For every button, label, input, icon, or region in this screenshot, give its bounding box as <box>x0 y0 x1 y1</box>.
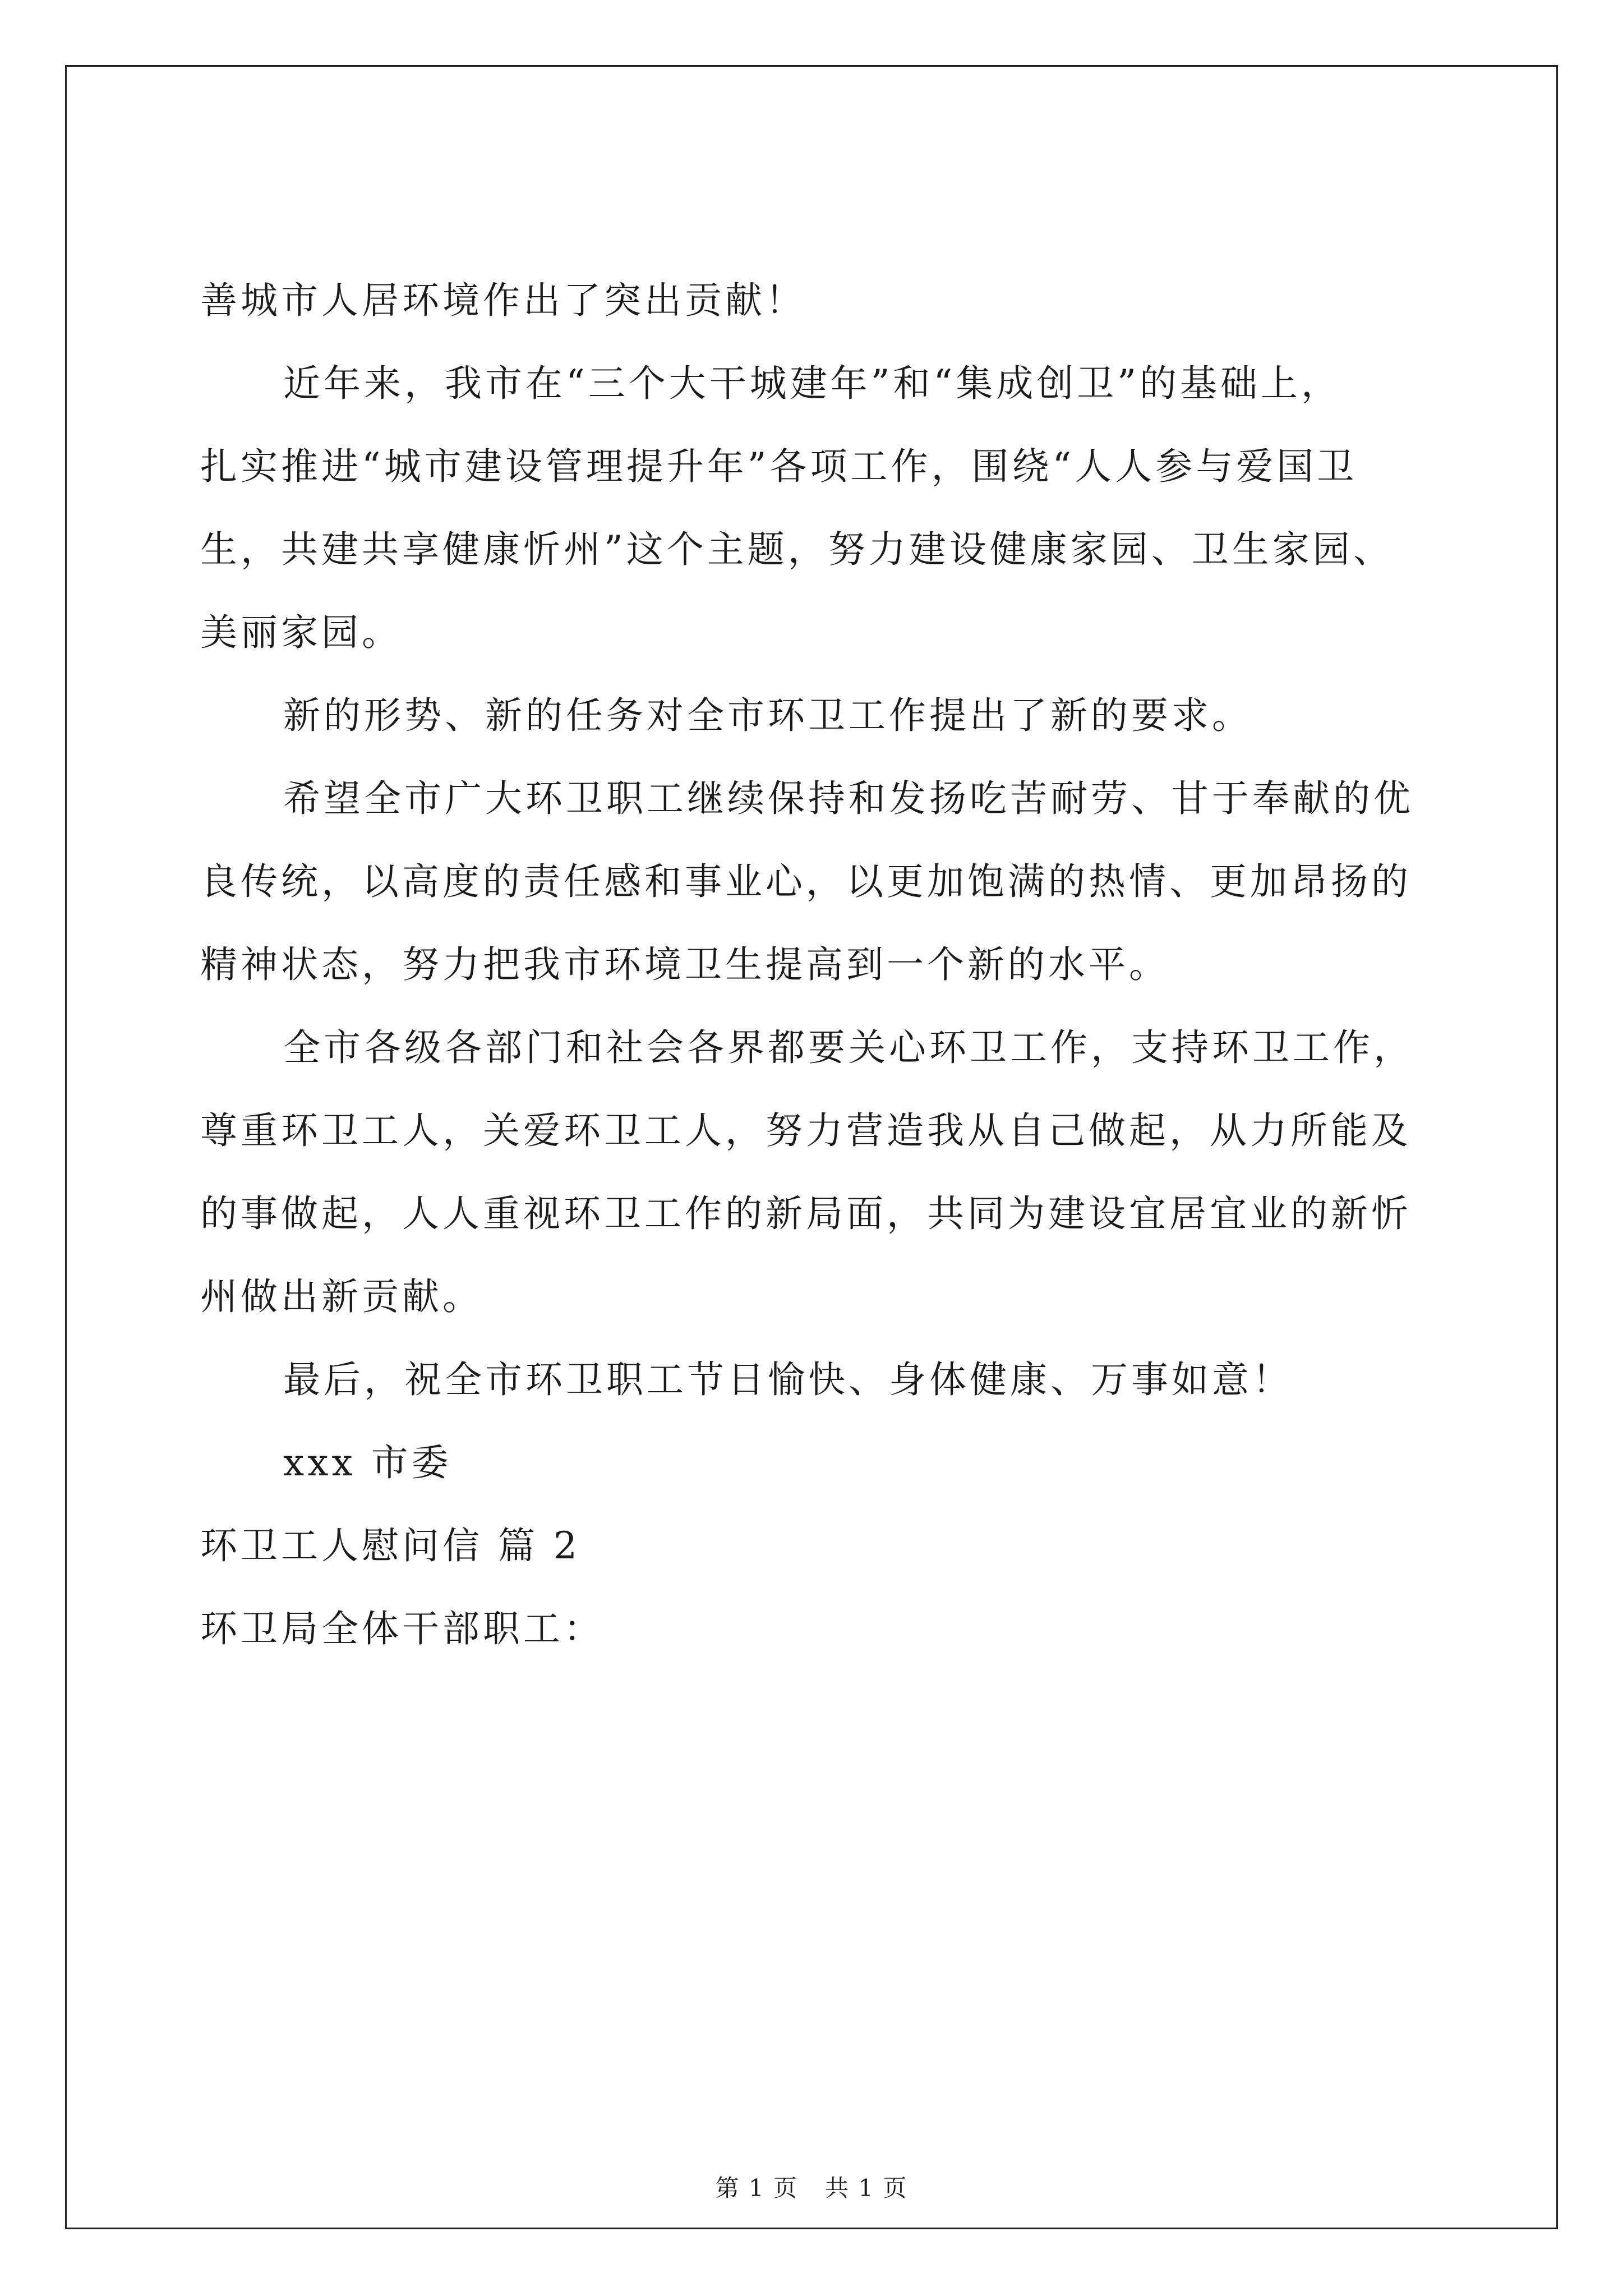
paragraph-line: 精神状态，努力把我市环境卫生提高到一个新的水平。 <box>200 943 1169 986</box>
paragraph-line: 的事做起，人人重视环卫工作的新局面，共同为建设宜居宜业的新忻 <box>200 1192 1412 1235</box>
paragraph-line: 良传统，以高度的责任感和事业心，以更加饱满的热情、更加昂扬的 <box>200 860 1412 903</box>
paragraph-line: 州做出新贡献。 <box>200 1275 483 1318</box>
paragraph-line: 最后，祝全市环卫职工节日愉快、身体健康、万事如意！ <box>283 1358 1293 1401</box>
paragraph-line: 希望全市广大环卫职工继续保持和发扬吃苦耐劳、甘于奉献的优 <box>283 777 1414 820</box>
paragraph-line: 生，共建共享健康忻州”这个主题，努力建设健康家园、卫生家园、 <box>200 528 1394 571</box>
paragraph-line: 近年来，我市在“三个大干城建年”和“集成创卫”的基础上， <box>283 362 1341 405</box>
paragraph-line: 善城市人居环境作出了突出贡献！ <box>200 279 806 322</box>
section-heading: 环卫工人慰问信 篇 2 <box>200 1524 580 1567</box>
paragraph-line: 尊重环卫工人，关爱环卫工人，努力营造我从自己做起，从力所能及 <box>200 1109 1412 1152</box>
page-frame <box>65 65 1558 2229</box>
paragraph-line: 美丽家园。 <box>200 611 402 654</box>
paragraph-line: 扎实推进“城市建设管理提升年”各项工作，围绕“人人参与爱国卫 <box>200 445 1358 488</box>
paragraph-line: 新的形势、新的任务对全市环卫工作提出了新的要求。 <box>283 694 1252 737</box>
paragraph-line: 全市各级各部门和社会各界都要关心环卫工作，支持环卫工作， <box>283 1026 1414 1069</box>
document-body <box>67 67 1556 2228</box>
signature-line: xxx 市委 <box>283 1441 452 1484</box>
page-number-current: 第 1 页 <box>715 2174 798 2202</box>
page-number-total: 共 1 页 <box>825 2174 908 2202</box>
page-footer <box>67 2171 1556 2205</box>
salutation-line: 环卫局全体干部职工： <box>200 1607 604 1650</box>
